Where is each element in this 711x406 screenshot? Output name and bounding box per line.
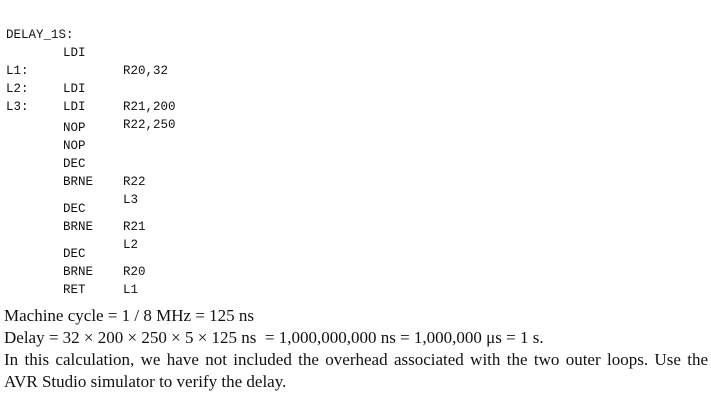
overhead-note: In this calculation, we have not included the overhead associated with the two outer loops. Use the AVR Studio simulator to verify the delay. <box>4 350 708 391</box>
code-operand: R22 <box>123 175 146 189</box>
code-line <box>6 8 74 42</box>
code-label: L2: <box>6 82 29 96</box>
code-operand: L1 <box>123 283 139 297</box>
code-instruction: RET <box>63 283 86 297</box>
code-operand: R20 <box>123 265 146 279</box>
code-instruction: DEC <box>63 247 86 261</box>
code-instruction: BRNE <box>63 175 94 189</box>
code-operand: L3 <box>123 193 139 207</box>
code-operand: L2 <box>123 238 139 252</box>
code-instruction: NOP <box>63 139 86 153</box>
code-label: DELAY_1S: <box>6 28 74 42</box>
explanation-text <box>4 305 708 393</box>
code-operand: R22,250 <box>123 118 176 132</box>
code-line <box>6 119 86 153</box>
code-instruction: BRNE <box>63 220 94 234</box>
code-instruction: LDI <box>63 82 86 96</box>
code-operand: R21,200 <box>123 100 176 114</box>
code-line <box>6 80 36 114</box>
code-instruction: BRNE <box>63 265 94 279</box>
code-instruction: LDI <box>63 46 86 60</box>
code-operand: R20,32 <box>123 64 169 78</box>
code-operand: R21 <box>123 220 146 234</box>
code-label: L1: <box>6 64 29 78</box>
code-instruction: DEC <box>63 157 86 171</box>
code-instruction: LDI <box>63 100 86 114</box>
code-instruction: NOP <box>63 121 86 135</box>
machine-cycle-line: Machine cycle = 1 / 8 MHz = 125 ns <box>4 306 255 325</box>
code-label: L3: <box>6 100 29 114</box>
delay-calculation-line: Delay = 32 × 200 × 250 × 5 × 125 ns = 1,000,000,000 ns = 1,000,000 μs = 1 s. <box>4 328 544 347</box>
code-instruction: DEC <box>63 202 86 216</box>
